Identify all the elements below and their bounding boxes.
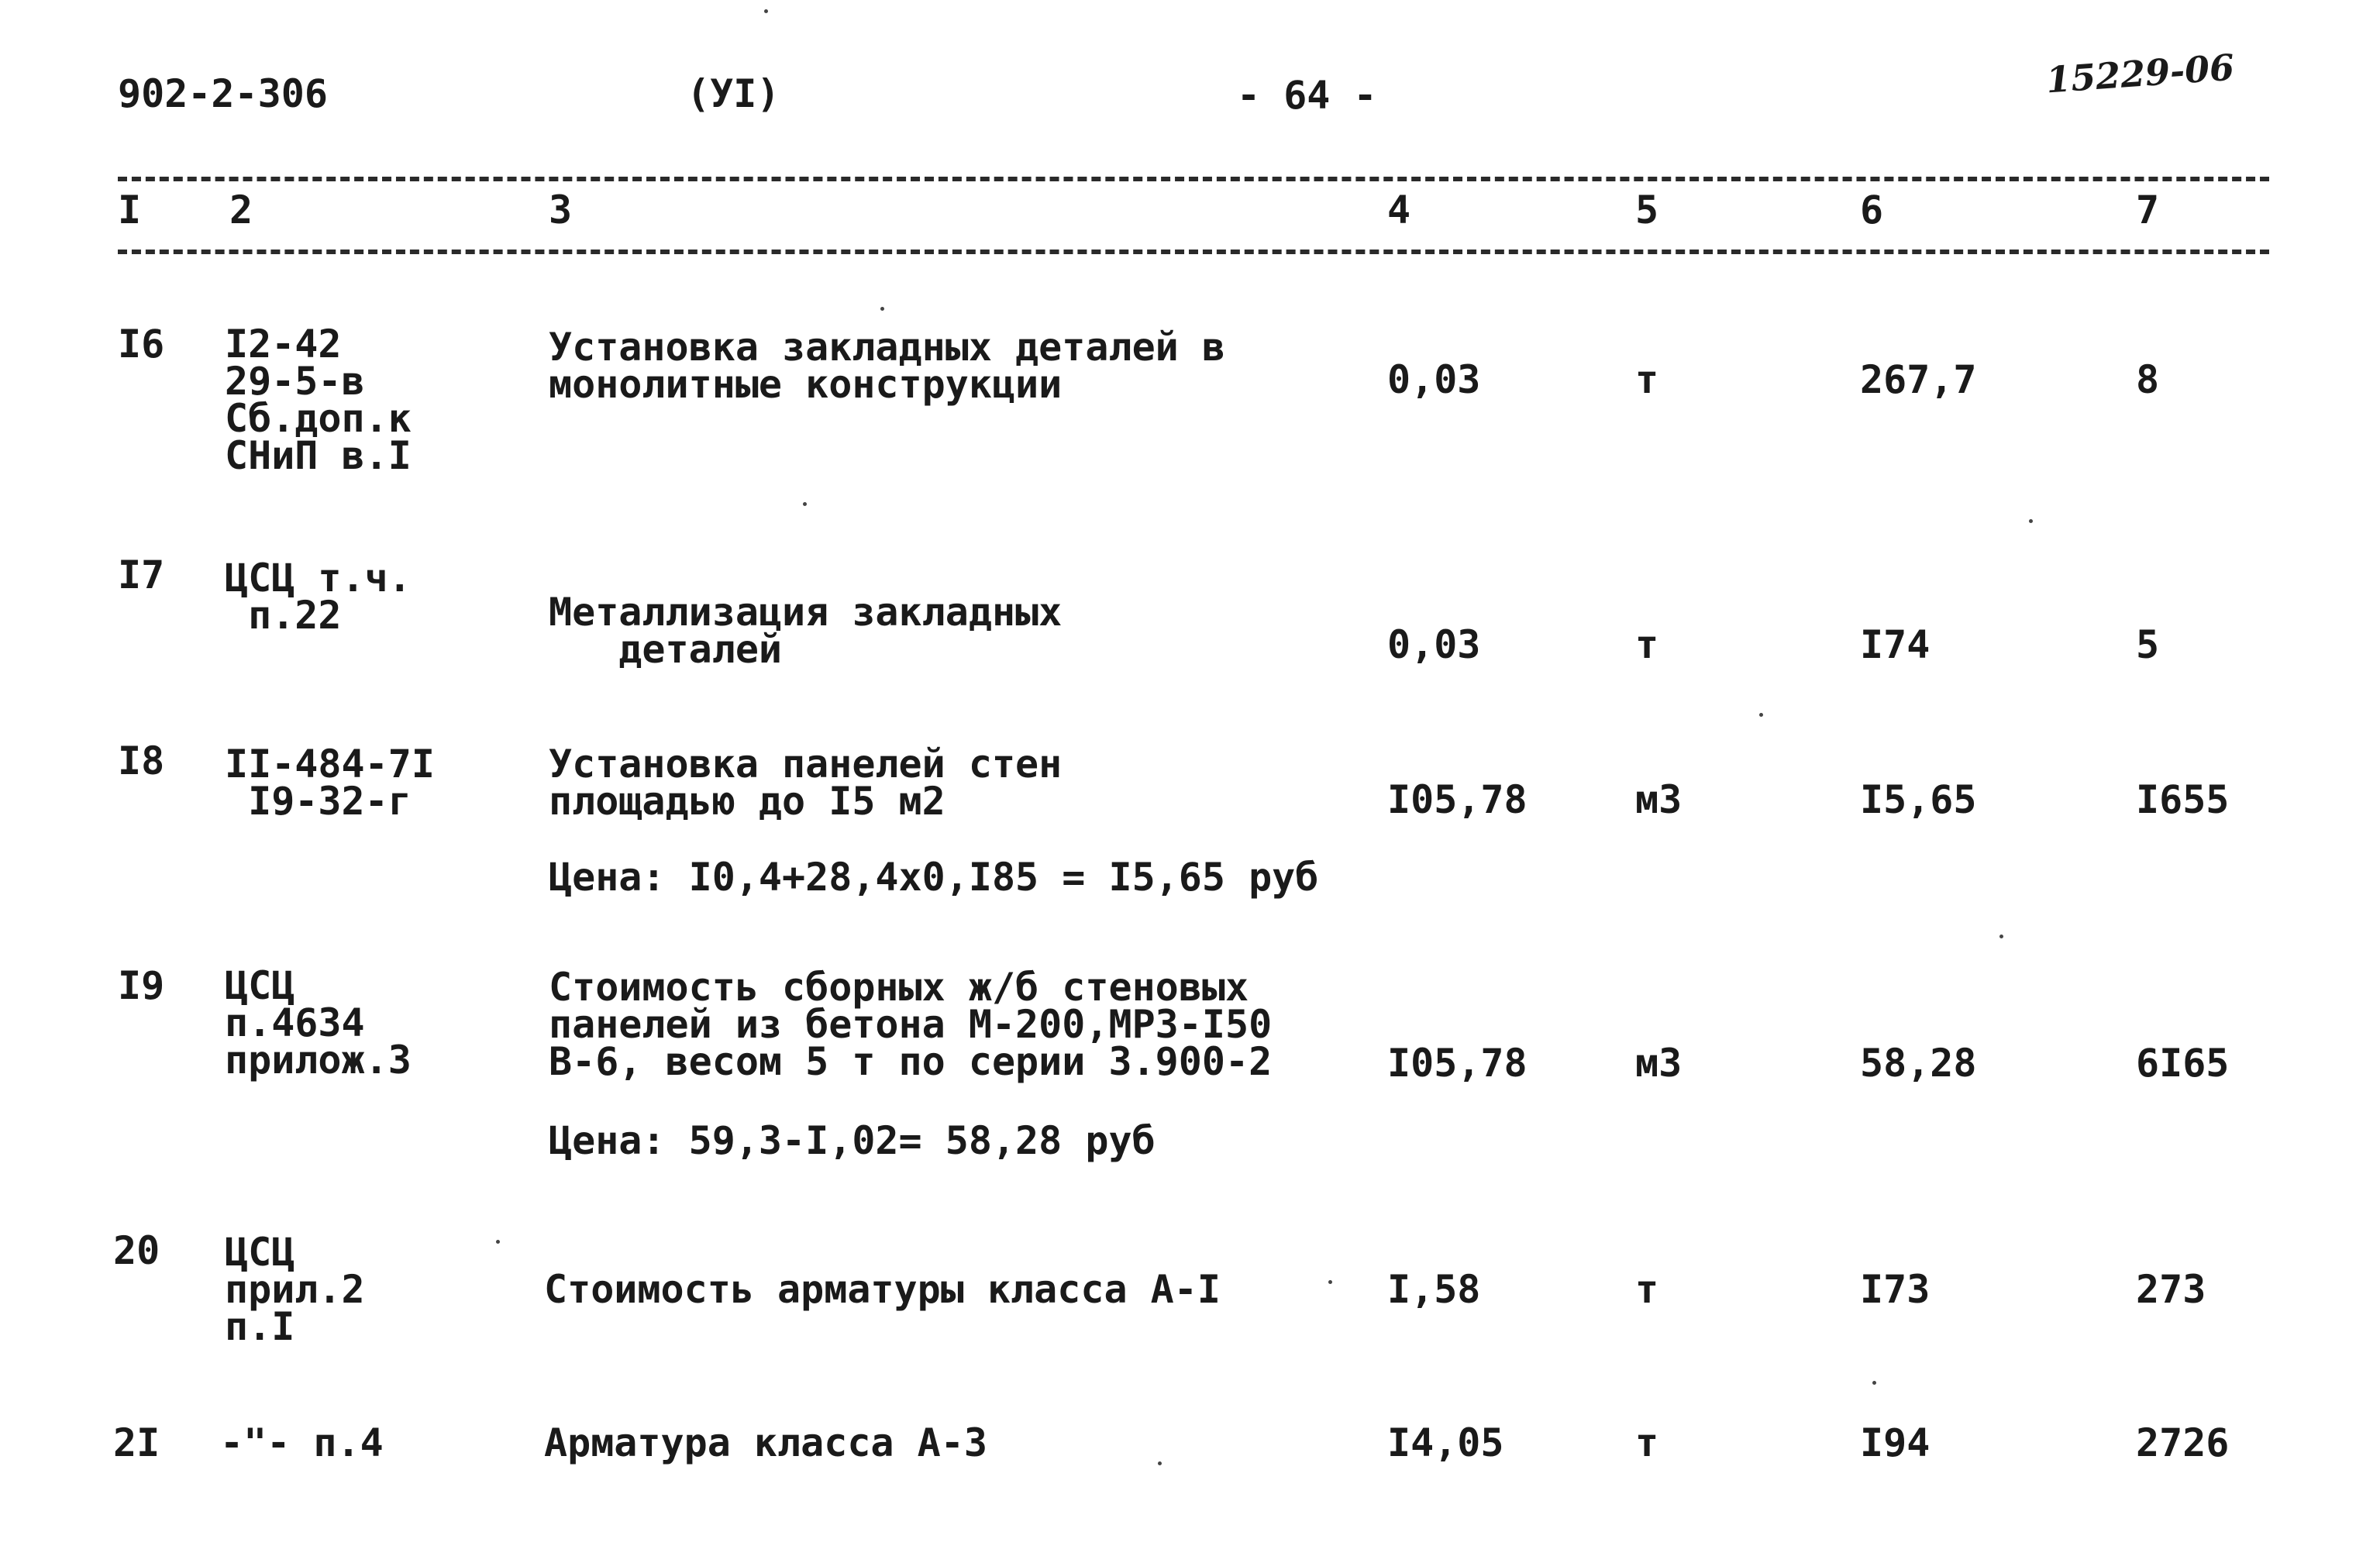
page-number: - 64 -	[1237, 73, 1377, 118]
row-unit: т	[1635, 357, 1659, 402]
row-total: I655	[2136, 777, 2230, 822]
col-header-6: 6	[1860, 188, 1884, 232]
row-reference: ЦСЦ т.ч. п.22	[225, 556, 412, 638]
scan-speck	[496, 1240, 500, 1244]
row-unit-price: I74	[1860, 622, 1931, 667]
row-reference: I2-42 29-5-в Сб.доп.к СНиП в.I	[225, 322, 412, 478]
row-unit-price: 58,28	[1860, 1041, 1977, 1086]
row-reference: -"- п.4	[220, 1420, 384, 1465]
row-number: I7	[118, 553, 165, 597]
row-unit: т	[1635, 1420, 1659, 1465]
row-unit: т	[1635, 1267, 1659, 1312]
row-quantity: I4,05	[1387, 1420, 1504, 1465]
col-header-4: 4	[1387, 188, 1411, 232]
row-unit: т	[1635, 622, 1659, 667]
row-reference: ЦСЦ п.4634 прилож.3	[225, 963, 412, 1083]
row-number: 2I	[113, 1420, 160, 1465]
row-total: 5	[2136, 622, 2160, 667]
row-description: Установка панелей стен площадью до I5 м2	[549, 742, 1063, 824]
row-unit-price: 267,7	[1860, 357, 1977, 402]
row-unit: м3	[1635, 1041, 1683, 1086]
scan-speck	[2029, 519, 2033, 523]
col-header-2: 2	[229, 188, 253, 232]
scan-speck	[1999, 935, 2003, 938]
scan-speck	[1872, 1381, 1876, 1385]
col-header-7: 7	[2136, 188, 2160, 232]
scan-speck	[764, 9, 768, 13]
handwritten-stamp: 15229-06	[2044, 46, 2236, 102]
row-number: I9	[118, 963, 165, 1008]
row-description: Стоимость сборных ж/б стеновых панелей из бетона М-200,МРЗ-I50 В-6, весом 5 т по серии 3.900-2	[549, 965, 1273, 1084]
row-quantity: 0,03	[1387, 357, 1481, 402]
doc-code: 902-2-306	[118, 71, 328, 116]
row-description: Стоимость арматуры класса А-I	[544, 1267, 1221, 1312]
col-header-1: I	[118, 188, 142, 232]
scan-speck	[803, 502, 807, 506]
row-description: Металлизация закладных деталей	[549, 590, 1063, 672]
row-unit-price: I94	[1860, 1420, 1931, 1465]
col-header-3: 3	[549, 188, 573, 232]
row-total: 2726	[2136, 1420, 2230, 1465]
row-quantity: 0,03	[1387, 622, 1481, 667]
row-price-note: Цена: 59,3-I,02= 58,28 руб	[549, 1118, 1156, 1163]
row-reference: ЦСЦ прил.2 п.I	[225, 1230, 365, 1349]
scan-speck	[1759, 713, 1763, 717]
row-total: 8	[2136, 357, 2160, 402]
row-price-note: Цена: I0,4+28,4х0,I85 = I5,65 руб	[549, 855, 1319, 900]
scan-speck	[1158, 1461, 1162, 1465]
scan-speck	[880, 307, 884, 311]
row-description: Установка закладных деталей в монолитные конструкции	[549, 325, 1225, 407]
row-unit-price: I73	[1860, 1267, 1931, 1312]
row-reference: II-484-7I I9-32-г	[225, 742, 435, 824]
row-number: I8	[118, 738, 165, 783]
row-unit-price: I5,65	[1860, 777, 1977, 822]
row-total: 273	[2136, 1267, 2206, 1312]
col-header-5: 5	[1635, 188, 1659, 232]
row-unit: м3	[1635, 777, 1683, 822]
row-quantity: I05,78	[1387, 1041, 1528, 1086]
row-number: 20	[113, 1228, 160, 1273]
section-label: (УI)	[687, 71, 780, 116]
row-quantity: I05,78	[1387, 777, 1528, 822]
header-rule-top	[118, 177, 2269, 181]
row-quantity: I,58	[1387, 1267, 1481, 1312]
scan-speck	[1328, 1280, 1332, 1284]
row-description: Арматура класса А-3	[544, 1420, 987, 1465]
row-number: I6	[118, 322, 165, 367]
row-total: 6I65	[2136, 1041, 2230, 1086]
header-rule-bottom	[118, 250, 2269, 254]
